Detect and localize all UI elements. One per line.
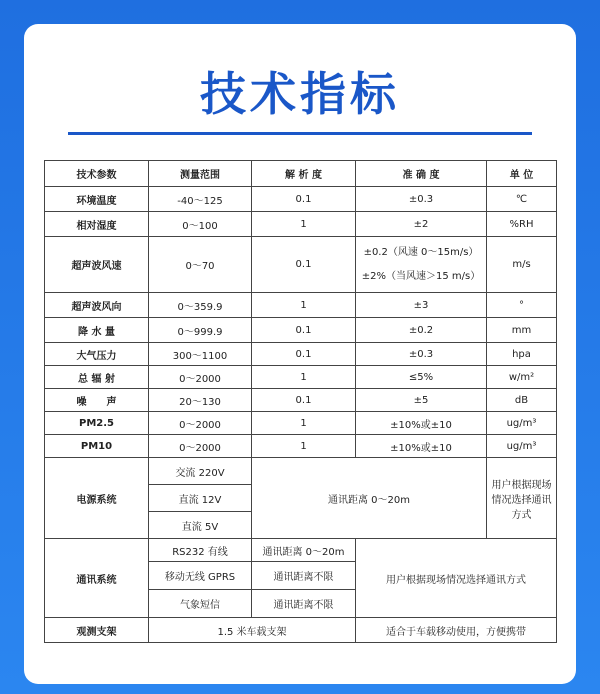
- mount-row: [45, 618, 557, 643]
- table-row: [45, 435, 557, 458]
- power-note: 用户根据现场情况选择通讯方式: [487, 458, 557, 539]
- param-cell: 总 辐 射: [45, 366, 149, 389]
- power-label: 电源系统: [45, 458, 149, 539]
- accuracy-cell: ±0.3: [356, 343, 487, 366]
- header-cell-param: 技术参数: [45, 161, 149, 187]
- table-row: [45, 293, 557, 318]
- comm-note: 用户根据现场情况选择通讯方式: [356, 539, 557, 618]
- range-cell: 20～130: [149, 389, 252, 412]
- accuracy-cell: ±10%或±10: [356, 412, 487, 435]
- resolution-cell: 1: [252, 293, 356, 318]
- resolution-cell: 1: [252, 212, 356, 237]
- header-cell-range: 测量范围: [149, 161, 252, 187]
- range-cell: 0～2000: [149, 366, 252, 389]
- comm-distance: 通讯距离不限: [252, 590, 356, 618]
- table-row: [45, 412, 557, 435]
- unit-cell: °: [487, 293, 557, 318]
- range-cell: 0～70: [149, 237, 252, 293]
- resolution-cell: 0.1: [252, 343, 356, 366]
- accuracy-cell: ±0.2: [356, 318, 487, 343]
- header-cell-accuracy: 准 确 度: [356, 161, 487, 187]
- comm-type: RS232 有线: [149, 539, 252, 562]
- mount-note: 适合于车载移动使用，方便携带: [356, 618, 557, 643]
- unit-cell: mm: [487, 318, 557, 343]
- power-row: [45, 458, 557, 485]
- param-cell: 降 水 量: [45, 318, 149, 343]
- table-row: [45, 237, 557, 293]
- accuracy-cell: ±0.3: [356, 187, 487, 212]
- resolution-cell: 1: [252, 412, 356, 435]
- comm-label: 通讯系统: [45, 539, 149, 618]
- param-cell: PM10: [45, 435, 149, 458]
- accuracy-cell: [356, 237, 487, 293]
- resolution-cell: 1: [252, 366, 356, 389]
- accuracy-cell: ±5: [356, 389, 487, 412]
- unit-cell: %RH: [487, 212, 557, 237]
- power-option: 直流 5V: [149, 512, 252, 539]
- range-cell: 0～100: [149, 212, 252, 237]
- accuracy-cell: ±3: [356, 293, 487, 318]
- header-row: [45, 161, 557, 187]
- param-cell: 大气压力: [45, 343, 149, 366]
- table-row: [45, 366, 557, 389]
- unit-cell: ug/m³: [487, 412, 557, 435]
- range-cell: 0～999.9: [149, 318, 252, 343]
- table-row: [45, 212, 557, 237]
- power-distance: 通讯距离 0～20m: [252, 458, 487, 539]
- comm-distance: 通讯距离不限: [252, 562, 356, 590]
- table-row: [45, 318, 557, 343]
- table-row: [45, 389, 557, 412]
- unit-cell: w/m²: [487, 366, 557, 389]
- unit-cell: ℃: [487, 187, 557, 212]
- header-cell-resolution: 解 析 度: [252, 161, 356, 187]
- comm-type: 移动无线 GPRS: [149, 562, 252, 590]
- accuracy-cell: ±2: [356, 212, 487, 237]
- header-cell-unit: 单 位: [487, 161, 557, 187]
- range-cell: 0～2000: [149, 435, 252, 458]
- accuracy-line-high: ±2%（当风速＞15 m/s）: [361, 270, 481, 282]
- unit-cell: m/s: [487, 237, 557, 293]
- spec-card: [24, 24, 576, 684]
- accuracy-cell: ±10%或±10: [356, 435, 487, 458]
- range-cell: -40～125: [149, 187, 252, 212]
- param-cell: 噪 声: [45, 389, 149, 412]
- resolution-cell: 0.1: [252, 318, 356, 343]
- mount-label: 观测支架: [45, 618, 149, 643]
- accuracy-line-low: ±0.2（风速 0～15m/s）: [363, 246, 479, 258]
- power-option: 直流 12V: [149, 485, 252, 512]
- range-cell: 0～359.9: [149, 293, 252, 318]
- resolution-cell: 0.1: [252, 389, 356, 412]
- unit-cell: dB: [487, 389, 557, 412]
- power-option: 交流 220V: [149, 458, 252, 485]
- param-cell: 超声波风速: [45, 237, 149, 293]
- comm-type: 气象短信: [149, 590, 252, 618]
- table-row: [45, 343, 557, 366]
- spec-table: [44, 160, 557, 643]
- range-cell: 300～1100: [149, 343, 252, 366]
- comm-row: [45, 539, 557, 562]
- mount-value: 1.5 米车载支架: [149, 618, 356, 643]
- resolution-cell: 0.1: [252, 237, 356, 293]
- title-underline: [68, 132, 532, 135]
- table-row: [45, 187, 557, 212]
- param-cell: 相对湿度: [45, 212, 149, 237]
- resolution-cell: 1: [252, 435, 356, 458]
- page-title: 技术指标: [200, 67, 400, 121]
- range-cell: 0～2000: [149, 412, 252, 435]
- param-cell: 环境温度: [45, 187, 149, 212]
- resolution-cell: 0.1: [252, 187, 356, 212]
- unit-cell: ug/m³: [487, 435, 557, 458]
- accuracy-cell: ≤5%: [356, 366, 487, 389]
- param-cell: PM2.5: [45, 412, 149, 435]
- param-cell: 超声波风向: [45, 293, 149, 318]
- comm-distance: 通讯距离 0～20m: [252, 539, 356, 562]
- unit-cell: hpa: [487, 343, 557, 366]
